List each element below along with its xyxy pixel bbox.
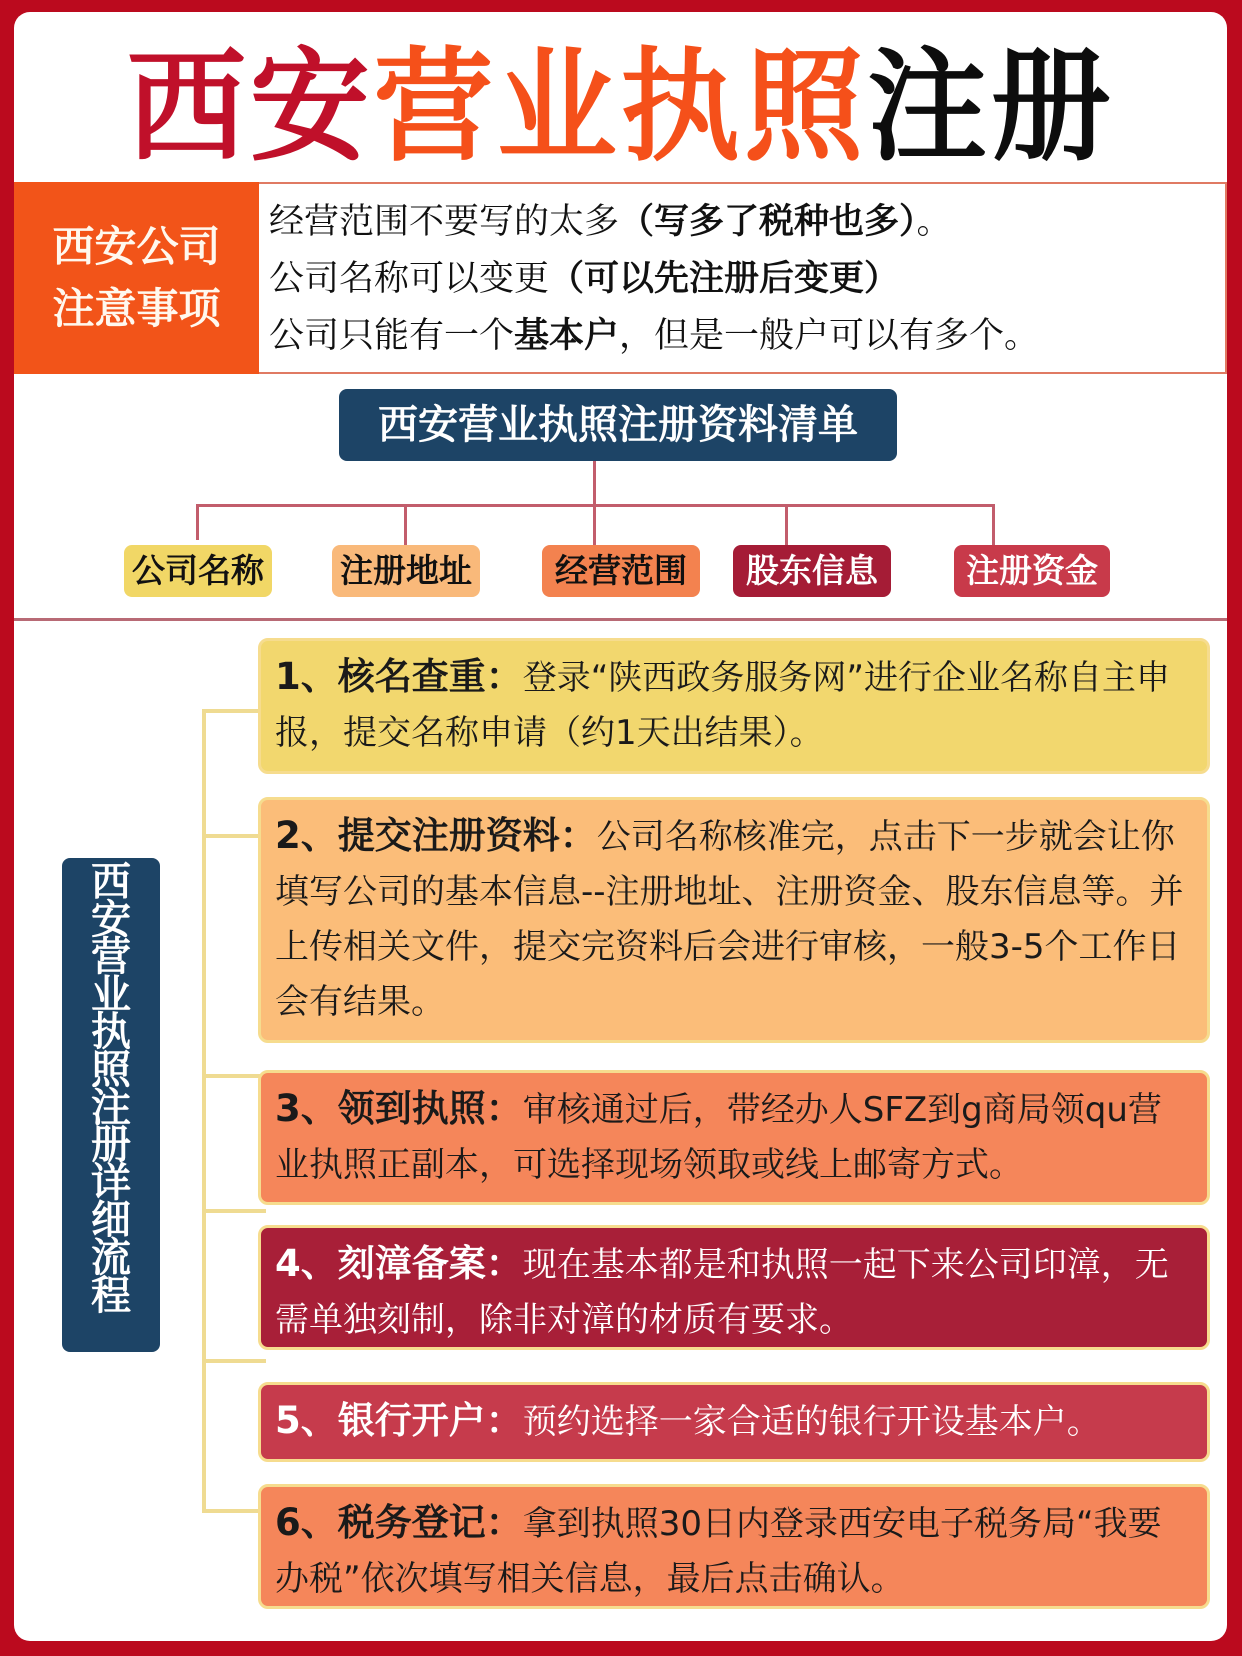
material-chip-shareholders: 股东信息: [733, 545, 891, 597]
poster-card: [14, 12, 1227, 1641]
step-text: 审核通过后，带经办人SFZ到g商局领qu营业执照正副本，可选择现场领取或线上邮寄方式。: [275, 1090, 1162, 1185]
side-label-char: 照: [91, 1046, 131, 1093]
page-title: [26, 32, 1215, 182]
tree-connector: [992, 504, 995, 546]
flow-connector: [202, 834, 266, 838]
title-part-xian: 西安: [126, 36, 374, 178]
step-heading: 5、银行开户：: [275, 1399, 523, 1442]
tree-connector: [404, 504, 407, 546]
side-label-char: 业: [91, 971, 131, 1018]
step-text: 拿到执照30日内登录西安电子税务局“我要办税”依次填写相关信息，最后点击确认。: [275, 1504, 1162, 1599]
flow-connector: [202, 1074, 266, 1078]
process-step-4: [258, 1225, 1210, 1350]
side-label-char: 执: [91, 1009, 131, 1056]
notice-text: 经营范围不要写的太多: [269, 202, 620, 242]
side-label-char: 营: [91, 934, 131, 981]
step-text: 现在基本都是和执照一起下来公司印漳，无需单独刻制，除非对漳的材质有要求。: [275, 1245, 1169, 1340]
step-text: 公司名称核准完，点击下一步就会让你填写公司的基本信息--注册地址、注册资金、股东信息等。并上传相关文件，提交完资料后会进行审核，一般3-5个工作日会有结果。: [275, 817, 1184, 1022]
notice-emphasis: （可以先注册后变更）: [549, 259, 900, 299]
step-text: 预约选择一家合适的银行开设基本户。: [522, 1402, 1101, 1442]
tree-connector: [196, 504, 199, 540]
notice-emphasis: （写多了税种也多）: [619, 202, 917, 242]
notice-label-line1: 西安公司: [52, 222, 221, 271]
notice-text: ，但是一般户可以有多个。: [619, 316, 1040, 356]
notice-text: 公司名称可以变更: [269, 259, 550, 299]
notice-section: [14, 182, 1227, 374]
title-part-register: 注册: [867, 36, 1115, 178]
side-label-char: 程: [91, 1272, 131, 1319]
notice-label: [14, 182, 259, 374]
process-step-6: [258, 1484, 1210, 1609]
notice-body: [259, 182, 1227, 374]
tree-connector: [785, 504, 788, 546]
flow-connector: [202, 709, 206, 1512]
step-heading: 2、提交注册资料：: [275, 814, 597, 857]
step-text: 登录“陕西政务服务网”进行企业名称自主申报，提交名称申请（约1天出结果）。: [275, 658, 1170, 753]
process-step-3: [258, 1070, 1210, 1205]
section-divider: [14, 618, 1227, 621]
notice-text: 。: [916, 202, 952, 242]
material-chip-business-scope: 经营范围: [542, 545, 700, 597]
side-label-char: 西: [91, 859, 131, 905]
tree-connector: [593, 461, 596, 506]
side-label-char: 安: [91, 896, 131, 943]
side-label-char: 册: [91, 1122, 131, 1169]
material-chip-company-name: 公司名称: [124, 545, 272, 597]
side-label-char: 注: [91, 1084, 131, 1131]
notice-label-line2: 注意事项: [52, 284, 221, 333]
notice-emphasis: 基本户: [514, 316, 620, 356]
materials-title: 西安营业执照注册资料清单: [339, 389, 897, 461]
notice-line: [269, 251, 1225, 308]
flow-connector: [202, 1359, 266, 1363]
process-step-5: [258, 1382, 1210, 1462]
process-side-label: [62, 858, 160, 1352]
process-step-2: [258, 797, 1210, 1043]
notice-line: [269, 194, 1225, 251]
title-part-license: 营业执照: [373, 36, 868, 178]
flow-connector: [202, 1209, 266, 1213]
flow-connector: [202, 709, 266, 713]
flow-connector: [202, 1509, 266, 1513]
material-chip-capital: 注册资金: [954, 545, 1110, 597]
notice-text: 公司只能有一个: [269, 316, 515, 356]
step-heading: 1、核名查重：: [275, 655, 523, 698]
step-heading: 4、刻漳备案：: [275, 1242, 523, 1285]
process-step-1: [258, 638, 1210, 774]
tree-connector: [593, 504, 596, 546]
notice-line: [269, 308, 1225, 365]
side-label-char: 详: [91, 1159, 131, 1206]
side-label-char: 细: [91, 1197, 131, 1244]
side-label-char: 流: [91, 1234, 131, 1281]
material-chip-address: 注册地址: [332, 545, 480, 597]
step-heading: 6、税务登记：: [275, 1501, 523, 1544]
step-heading: 3、领到执照：: [275, 1087, 523, 1130]
